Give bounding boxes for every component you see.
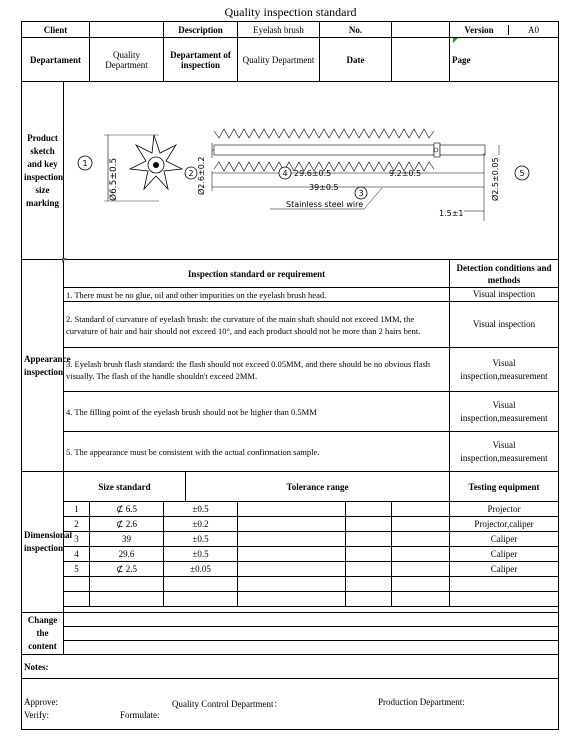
client-value: [90, 22, 164, 38]
size-header: Size standard: [64, 472, 186, 502]
product-sketch: [64, 82, 559, 260]
appearance-req-2: 2. Standard of curvature of eyelash brush: the curvature of the main shaft should not exceed 1MM, the curvature of hair and hair should not exceed 10°, and each product should not be more than 2 hairs bent.: [64, 302, 450, 348]
version-label: Version: [450, 25, 509, 35]
no-label: No.: [320, 22, 392, 38]
dim-1-5: 1.5±1: [439, 208, 464, 218]
marker-2: 2: [188, 168, 194, 178]
dept-inspection-value: Quality Department: [238, 38, 320, 82]
appearance-label: Appearance inspection: [22, 260, 64, 472]
change-label: Change the content: [22, 613, 64, 655]
dim-size-3: 39: [90, 532, 164, 547]
description-value: Eyelash brush: [238, 22, 320, 38]
dim-39: 39±0.5: [309, 182, 339, 192]
appearance-req-3: 3. Eyelash brush flash standard: the flash should not exceed 0.05MM, and there should be no obvious flash visually. The flash of the handle shouldn't exceed 2MM.: [64, 348, 450, 392]
dim-row: [22, 547, 559, 562]
description-label: Description: [164, 22, 238, 38]
approve-label: Approve:: [24, 697, 58, 707]
appearance-req-5: 5. The appearance must be consistent with the actual confirmation sample.: [64, 432, 450, 472]
dim-size-2: ⊄ 2.6: [90, 517, 164, 532]
dim-tol-4: ±0.5: [164, 547, 238, 562]
page-title: Quality inspection standard: [224, 5, 357, 19]
dim-row: [22, 517, 559, 532]
client-label: Client: [22, 22, 90, 38]
production-label: Production Department:: [378, 697, 465, 707]
dimensional-label: Dimensional inspection: [22, 472, 64, 613]
eyelash-brush-drawing: [64, 83, 558, 259]
dim-size-4: 29.6: [90, 547, 164, 562]
appearance-row: [22, 288, 559, 302]
equipment-header: Testing equipment: [450, 472, 559, 502]
dept-inspection-label: Departament of inspection: [164, 38, 238, 82]
page-label: Page: [450, 38, 559, 82]
tolerance-header: Tolerance range: [186, 472, 450, 502]
appearance-row: [22, 348, 559, 392]
wire-label: Stainless steel wire: [286, 199, 364, 209]
cell-corner-mark: [453, 38, 458, 43]
dim-row-empty: [22, 592, 559, 607]
verify-label: Verify:: [24, 710, 49, 720]
dim-row: [22, 532, 559, 547]
marker-3: 3: [358, 188, 364, 198]
notes-label: Notes:: [22, 655, 559, 679]
dim-row-empty: [22, 577, 559, 592]
appearance-row: [22, 392, 559, 432]
department-label: Departament: [22, 38, 90, 82]
appearance-det-2: Visual inspection: [450, 302, 559, 348]
dim-equip-1: Projector: [450, 502, 559, 517]
dim-equip-4: Caliper: [450, 547, 559, 562]
sketch-label: Product sketch and key inspection size marking: [22, 82, 64, 260]
qc-label: Quality Control Department：: [172, 699, 283, 709]
brush-body: [212, 129, 485, 171]
cell-corner-mark: [62, 258, 67, 263]
dim-2-6: Ø2.6±0.2: [197, 156, 206, 195]
dim-row: [22, 502, 559, 517]
appearance-det-3: Visual inspection,measurement: [450, 348, 559, 392]
dim-equip-2: Projector,caliper: [450, 517, 559, 532]
dim-size-5: ⊄ 2.5: [90, 562, 164, 577]
appearance-row: [22, 302, 559, 348]
appearance-det-1: Visual inspection: [450, 288, 559, 302]
dim-equip-5: Caliper: [450, 562, 559, 577]
version-value: A0: [528, 24, 539, 35]
date-value: [392, 38, 450, 82]
dim-row: [22, 562, 559, 577]
appearance-req-header: Inspection standard or requirement: [64, 260, 450, 288]
department-value: Quality Department: [90, 38, 164, 82]
dim-29-6: 29.6±0.5: [294, 168, 332, 178]
dim-size-1: ⊄ 6.5: [90, 502, 164, 517]
dim-6-5: Ø6.5±0.5: [109, 157, 119, 201]
dim-no-2: 2: [64, 517, 90, 532]
inspection-form: [21, 21, 559, 730]
dim-no-1: 1: [64, 502, 90, 517]
dim-9-2: 9.2±0.5: [389, 168, 422, 178]
appearance-det-5: Visual inspection,measurement: [450, 432, 559, 472]
marker-1: 1: [82, 158, 88, 168]
marker-4: 4: [282, 168, 288, 178]
appearance-row: [22, 432, 559, 472]
dim-no-3: 3: [64, 532, 90, 547]
date-label: Date: [320, 38, 392, 82]
dim-tol-1: ±0.5: [164, 502, 238, 517]
dim-tol-3: ±0.5: [164, 532, 238, 547]
appearance-det-4: Visual inspection,measurement: [450, 392, 559, 432]
dim-tol-5: ±0.05: [164, 562, 238, 577]
appearance-req-1: 1. There must be no glue, oil and other impurities on the eyelash brush head.: [64, 288, 450, 302]
dim-2-5: Ø2.5±0.05: [491, 156, 500, 201]
appearance-req-4: 4. The filling point of the eyelash brush should not be higher than 0.5MM: [64, 392, 450, 432]
dim-no-4: 4: [64, 547, 90, 562]
formulate-label: Formulate:: [120, 710, 160, 720]
dim-tol-2: ±0.2: [164, 517, 238, 532]
appearance-det-header: Detection conditions and methods: [450, 260, 559, 288]
dim-no-5: 5: [64, 562, 90, 577]
dim-equip-3: Caliper: [450, 532, 559, 547]
no-value: [392, 22, 450, 38]
marker-5: 5: [519, 168, 525, 178]
